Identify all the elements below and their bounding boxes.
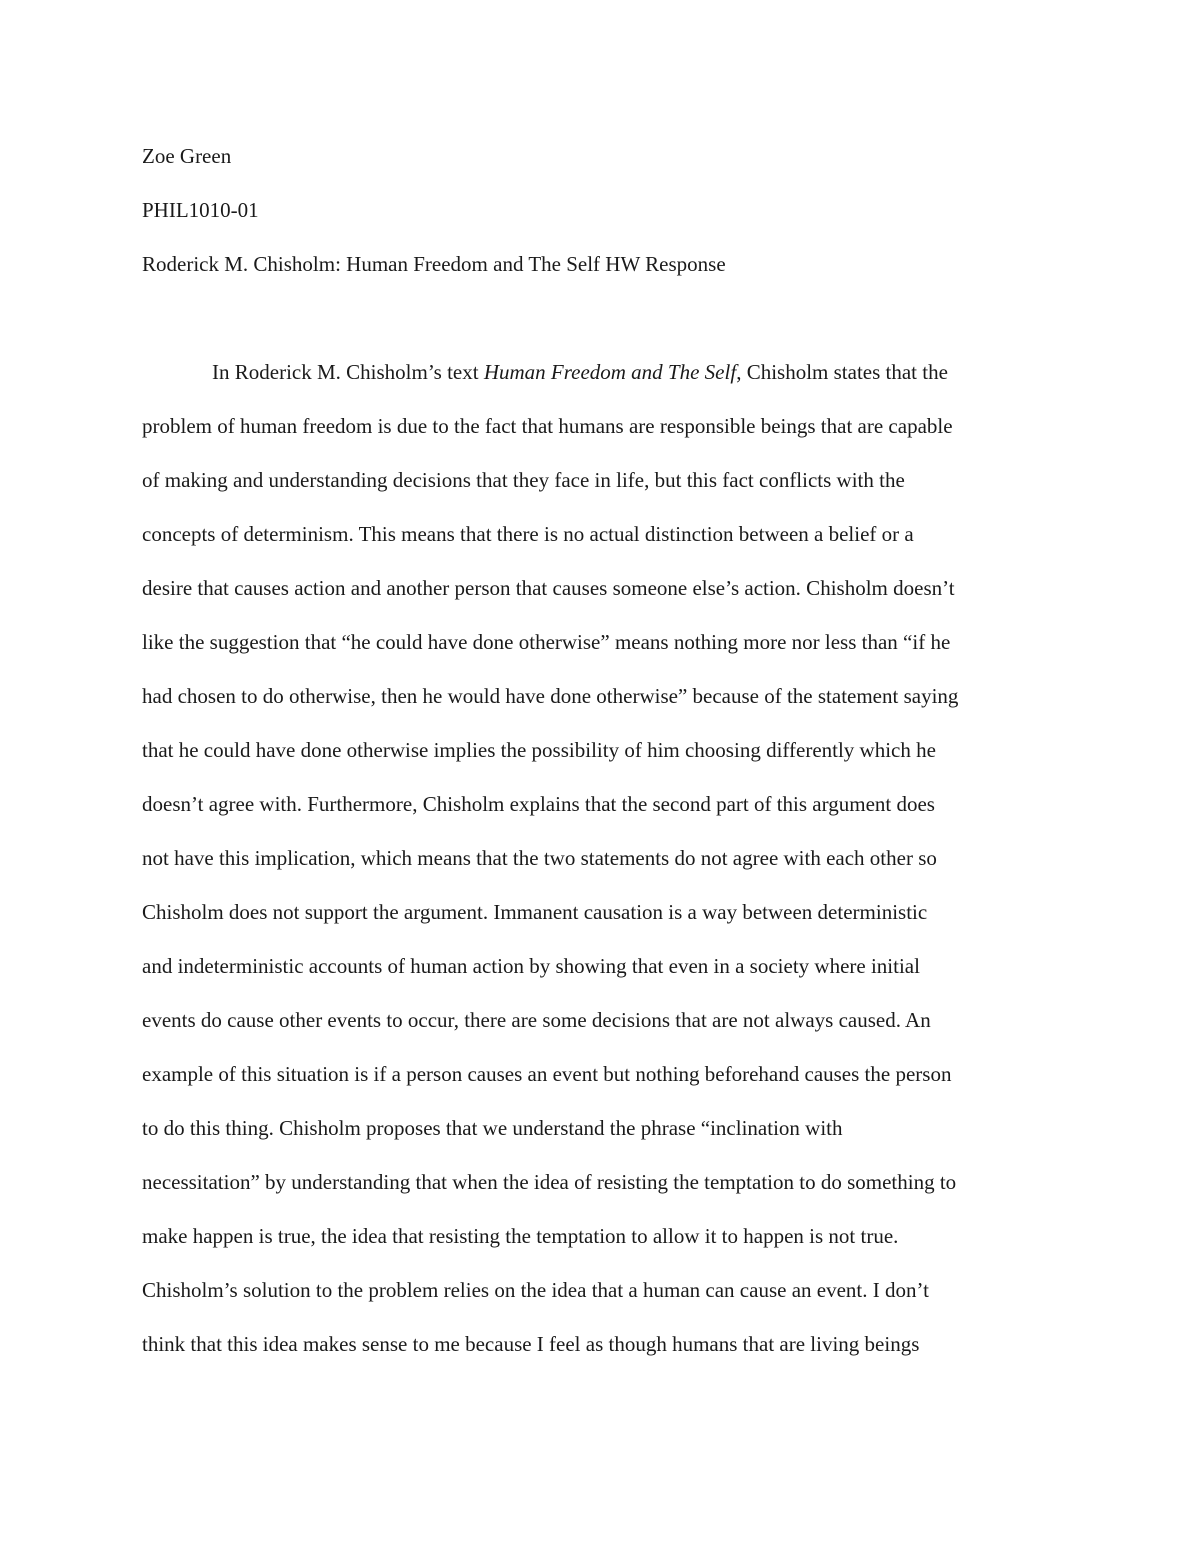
course-code: PHIL1010-01 — [142, 198, 259, 222]
essay-line: doesn’t agree with. Furthermore, Chisholm explains that the second part of this argument does — [142, 792, 935, 816]
essay-line: events do cause other events to occur, there are some decisions that are not always caused. An — [142, 1008, 931, 1032]
essay-line: think that this idea makes sense to me because I feel as though humans that are living beings — [142, 1332, 920, 1356]
author-name: Zoe Green — [142, 144, 232, 168]
essay-first-line — [212, 358, 948, 386]
essay-line: of making and understanding decisions that they face in life, but this fact conflicts with the — [142, 468, 905, 492]
first-line-prefix: In Roderick M. Chisholm’s text — [212, 360, 484, 384]
essay-line: that he could have done otherwise implies the possibility of him choosing differently which he — [142, 738, 936, 762]
essay-line: had chosen to do otherwise, then he would have done otherwise” because of the statement saying — [142, 684, 959, 708]
essay-line: not have this implication, which means that the two statements do not agree with each other so — [142, 846, 937, 870]
essay-line: concepts of determinism. This means that there is no actual distinction between a belief or a — [142, 522, 914, 546]
essay-line: Chisholm’s solution to the problem relies on the idea that a human can cause an event. I don’t — [142, 1278, 929, 1302]
work-title: Human Freedom and The Self — [483, 360, 737, 384]
essay-line: to do this thing. Chisholm proposes that we understand the phrase “inclination with — [142, 1116, 843, 1140]
essay-line: example of this situation is if a person causes an event but nothing beforehand causes the person — [142, 1062, 952, 1086]
essay-line: necessitation” by understanding that when the idea of resisting the temptation to do something to — [142, 1170, 957, 1194]
essay-line: problem of human freedom is due to the fact that humans are responsible beings that are capable — [142, 414, 953, 438]
essay-line: desire that causes action and another person that causes someone else’s action. Chisholm doesn’t — [142, 576, 955, 600]
first-line-suffix: , Chisholm states that the — [736, 360, 948, 384]
essay-line: Chisholm does not support the argument. Immanent causation is a way between deterministic — [142, 900, 928, 924]
essay-line: make happen is true, the idea that resisting the temptation to allow it to happen is not true. — [142, 1224, 899, 1248]
essay-line: like the suggestion that “he could have done otherwise” means nothing more nor less than “if he — [142, 630, 951, 654]
essay-line: and indeterministic accounts of human action by showing that even in a society where initial — [142, 954, 920, 978]
assignment-title: Roderick M. Chisholm: Human Freedom and The Self HW Response — [142, 252, 726, 276]
